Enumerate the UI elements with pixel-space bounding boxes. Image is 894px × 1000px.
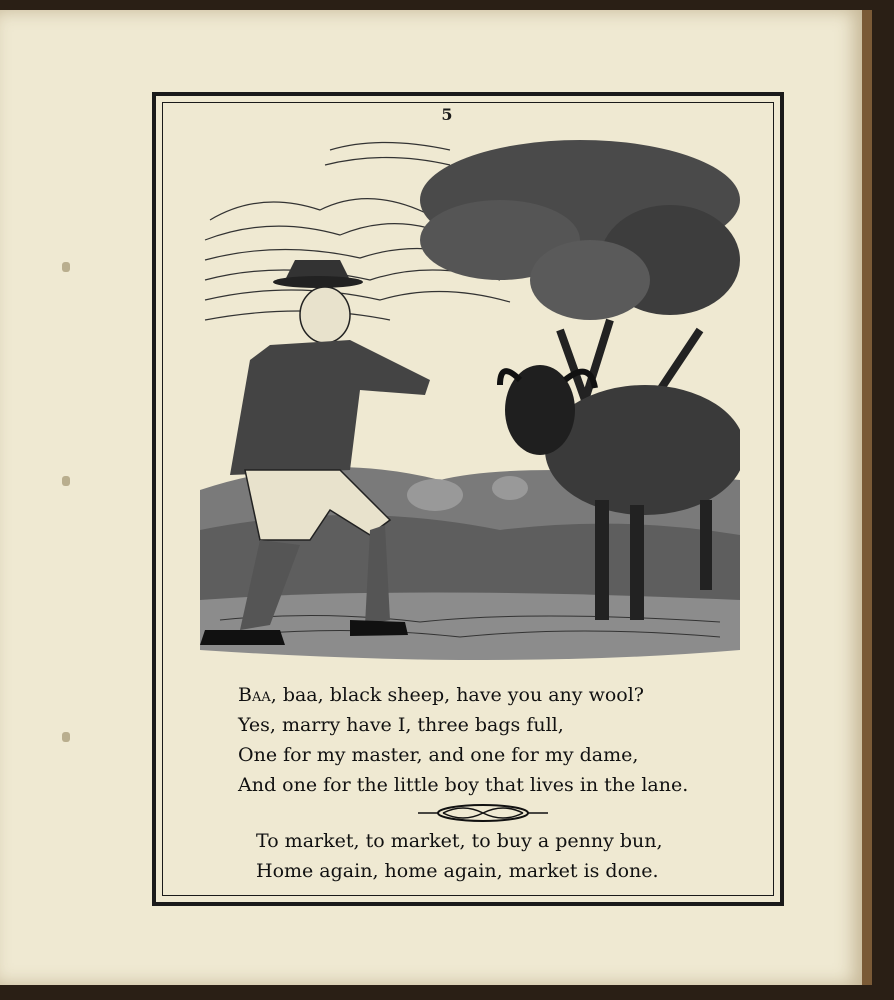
rhyme-first-word: Baa, [238, 684, 277, 706]
ornament-divider [418, 800, 548, 826]
binding-hole [62, 476, 70, 486]
rhyme-line: Yes, marry have I, three bags full, [238, 714, 564, 736]
ground [200, 593, 740, 661]
rhyme-line-rest: baa, black sheep, have you any wool? [276, 684, 644, 706]
binding-hole [62, 732, 70, 742]
rhyme-line [238, 680, 758, 710]
binding-hole [62, 262, 70, 272]
woodcut-illustration [200, 130, 740, 660]
rhyme-line: And one for the little boy that lives in the lane. [238, 774, 689, 796]
rhyme-line: To market, to market, to buy a penny bun, [256, 830, 663, 852]
page-number: 5 [441, 105, 453, 124]
distant-sheep [407, 479, 463, 511]
rhyme-line: One for my master, and one for my dame, [238, 744, 639, 766]
rhyme-line: Home again, home again, market is done. [256, 860, 659, 882]
distant-sheep [492, 476, 528, 500]
rhyme-to-market [256, 826, 756, 886]
rhyme-baa-baa-black-sheep [238, 680, 758, 800]
